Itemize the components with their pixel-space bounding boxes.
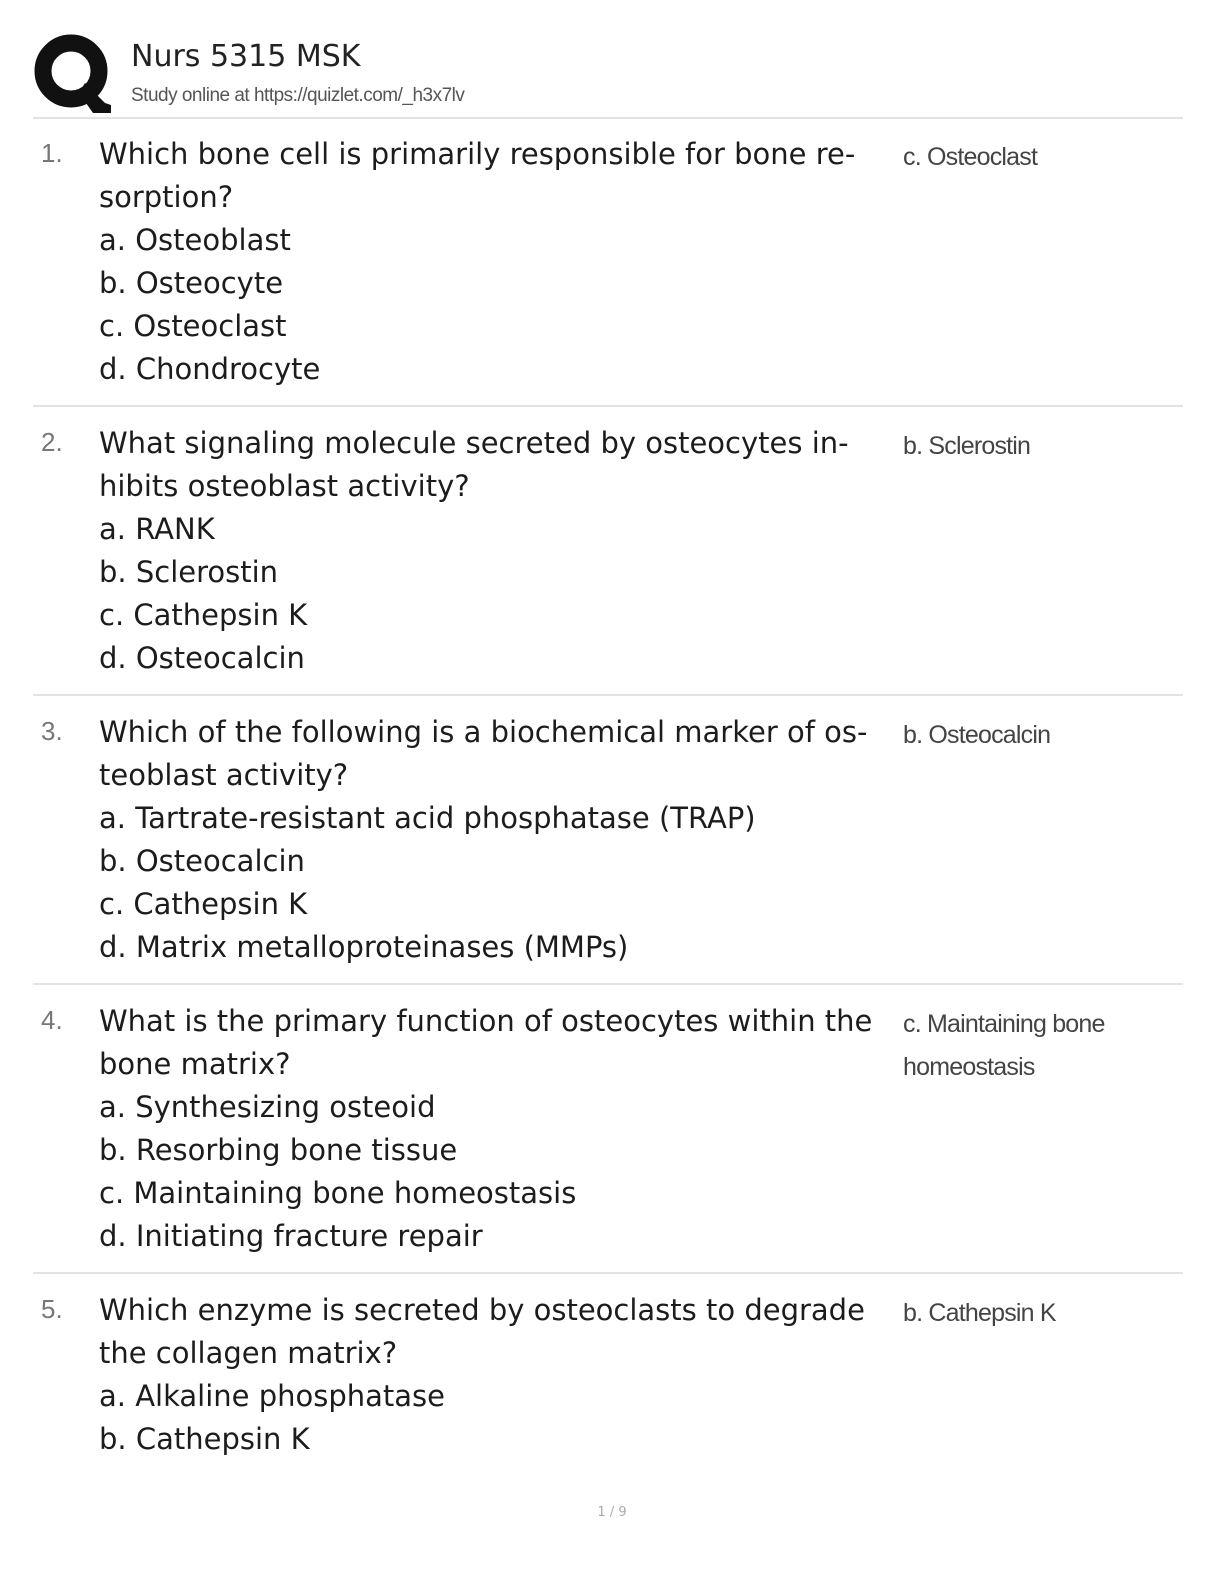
option-b: b. Osteocyte <box>99 266 284 300</box>
option-d: d. Initiating fracture repair <box>99 1219 483 1253</box>
option-a: a. Synthesizing osteoid <box>99 1090 436 1124</box>
option-c: c. Maintaining bone homeostasis <box>99 1176 577 1210</box>
option-a: a. Tartrate-resistant acid phosphatase (TRAP) <box>99 801 756 835</box>
card-divider <box>33 1272 1183 1274</box>
study-online-link[interactable]: Study online at https://quizlet.com/_h3x7lv <box>131 85 465 106</box>
option-c: c. Cathepsin K <box>99 887 308 921</box>
card-question <box>99 1000 894 1258</box>
quizlet-logo-icon <box>33 33 113 113</box>
card-question <box>99 133 894 391</box>
question-text: What signaling molecule secreted by osteocytes in-hibits osteoblast activity? <box>99 426 849 503</box>
card-number: 3. <box>41 716 63 746</box>
option-d: d. Osteocalcin <box>99 641 305 675</box>
option-b: b. Cathepsin K <box>99 1422 310 1456</box>
flashcard <box>33 697 1183 985</box>
card-question <box>99 422 894 680</box>
card-answer: b. Cathepsin K <box>903 1299 1056 1327</box>
card-number: 1. <box>41 138 63 168</box>
page-title: Nurs 5315 MSK <box>131 39 361 74</box>
option-c: c. Cathepsin K <box>99 598 308 632</box>
option-b: b. Osteocalcin <box>99 844 305 878</box>
card-question <box>99 711 894 969</box>
card-answer: c. Osteoclast <box>903 143 1038 171</box>
card-answer: c. Maintaining bone homeostasis <box>903 1010 1105 1081</box>
question-text: Which bone cell is primarily responsible for bone re-sorption? <box>99 137 856 214</box>
flashcard <box>33 986 1183 1274</box>
card-divider <box>33 405 1183 407</box>
question-text: What is the primary function of osteocytes within the bone matrix? <box>99 1004 873 1081</box>
option-d: d. Matrix metalloproteinases (MMPs) <box>99 930 629 964</box>
card-answer: b. Sclerostin <box>903 432 1031 460</box>
flashcard <box>33 408 1183 696</box>
card-number: 2. <box>41 427 63 457</box>
page-number: 1 / 9 <box>597 1505 627 1520</box>
card-divider <box>33 983 1183 985</box>
flashcard <box>33 1275 1183 1475</box>
card-question <box>99 1289 894 1461</box>
question-text: Which of the following is a biochemical marker of os-teoblast activity? <box>99 715 868 792</box>
page-header <box>33 33 1183 117</box>
card-answer: b. Osteocalcin <box>903 721 1051 749</box>
question-text: Which enzyme is secreted by osteoclasts to degrade the collagen matrix? <box>99 1293 865 1370</box>
option-b: b. Resorbing bone tissue <box>99 1133 458 1167</box>
option-d: d. Chondrocyte <box>99 352 321 386</box>
option-a: a. RANK <box>99 512 215 546</box>
option-a: a. Osteoblast <box>99 223 291 257</box>
card-number: 4. <box>41 1005 63 1035</box>
card-number: 5. <box>41 1294 63 1324</box>
card-divider <box>33 694 1183 696</box>
option-b: b. Sclerostin <box>99 555 279 589</box>
flashcard <box>33 119 1183 407</box>
option-a: a. Alkaline phosphatase <box>99 1379 446 1413</box>
option-c: c. Osteoclast <box>99 309 287 343</box>
